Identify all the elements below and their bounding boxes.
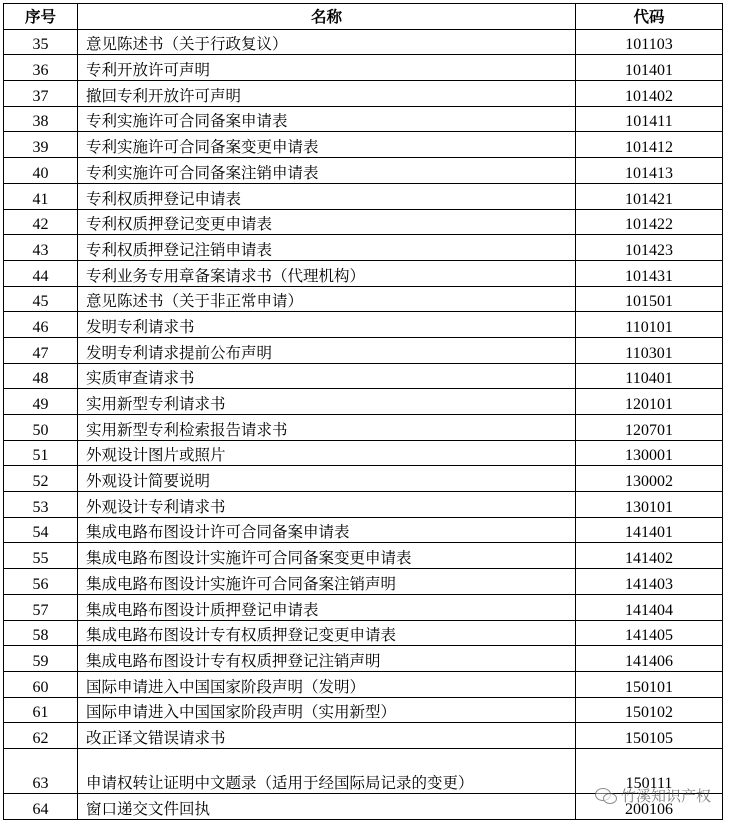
row-code: 150101 [576,671,723,697]
table-row [4,569,723,595]
row-name: 集成电路布图设计专有权质押登记注销声明 [78,646,576,672]
row-seq: 58 [4,620,78,646]
table-row [4,183,723,209]
row-name: 专利权质押登记注销申请表 [78,235,576,261]
header-row [4,4,723,30]
table-row [4,55,723,81]
row-seq: 47 [4,337,78,363]
row-code: 130002 [576,466,723,492]
row-code: 130101 [576,492,723,518]
row-code: 130001 [576,440,723,466]
row-name: 专利权质押登记申请表 [78,183,576,209]
row-seq: 44 [4,260,78,286]
row-code: 141401 [576,517,723,543]
table-row [4,389,723,415]
row-seq: 56 [4,569,78,595]
table-row [4,620,723,646]
row-name: 专利实施许可合同备案申请表 [78,106,576,132]
row-seq: 53 [4,492,78,518]
row-seq: 46 [4,312,78,338]
row-seq: 50 [4,415,78,441]
row-name: 外观设计简要说明 [78,466,576,492]
row-name: 国际申请进入中国国家阶段声明（实用新型） [78,697,576,723]
table-row [4,260,723,286]
row-code: 120701 [576,415,723,441]
table-row [4,209,723,235]
row-name: 改正译文错误请求书 [78,723,576,749]
table-row [4,415,723,441]
row-name: 集成电路布图设计实施许可合同备案注销声明 [78,569,576,595]
row-seq: 61 [4,697,78,723]
table-row [4,492,723,518]
row-seq: 59 [4,646,78,672]
table-row [4,723,723,749]
table-row [4,594,723,620]
row-code: 141404 [576,594,723,620]
row-seq: 37 [4,81,78,107]
table-row [4,466,723,492]
row-name: 国际申请进入中国国家阶段声明（发明） [78,671,576,697]
row-code: 101413 [576,158,723,184]
row-seq: 49 [4,389,78,415]
table-row [4,81,723,107]
row-code: 101421 [576,183,723,209]
table-row [4,646,723,672]
row-code: 110101 [576,312,723,338]
row-seq: 42 [4,209,78,235]
row-code: 101423 [576,235,723,261]
row-code: 150105 [576,723,723,749]
row-seq: 60 [4,671,78,697]
row-name: 意见陈述书（关于非正常申请） [78,286,576,312]
table-row [4,132,723,158]
table-row [4,363,723,389]
row-name: 集成电路布图设计许可合同备案申请表 [78,517,576,543]
row-name: 专利实施许可合同备案注销申请表 [78,158,576,184]
row-seq: 35 [4,29,78,55]
header-seq: 序号 [4,4,78,30]
table-row [4,29,723,55]
row-code: 101401 [576,55,723,81]
row-name: 窗口递交文件回执 [78,793,576,819]
table-row [4,543,723,569]
row-code: 101402 [576,81,723,107]
row-code: 120101 [576,389,723,415]
row-seq: 64 [4,793,78,819]
row-name: 实质审查请求书 [78,363,576,389]
table-row [4,337,723,363]
row-name: 集成电路布图设计实施许可合同备案变更申请表 [78,543,576,569]
row-seq: 62 [4,723,78,749]
table-row [4,671,723,697]
row-code: 101501 [576,286,723,312]
row-name: 发明专利请求书 [78,312,576,338]
row-seq: 48 [4,363,78,389]
table-row [4,158,723,184]
row-code: 150102 [576,697,723,723]
row-name: 申请权转让证明中文题录（适用于经国际局记录的变更） [78,748,576,793]
row-name: 意见陈述书（关于行政复议） [78,29,576,55]
row-seq: 52 [4,466,78,492]
row-code: 200106 [576,793,723,819]
row-seq: 40 [4,158,78,184]
watermark-text: 竹溪知识产权 [620,787,711,805]
row-name: 专利权质押登记变更申请表 [78,209,576,235]
table-row [4,286,723,312]
row-seq: 57 [4,594,78,620]
row-code: 101103 [576,29,723,55]
row-seq: 55 [4,543,78,569]
header-code: 代码 [576,4,723,30]
row-name: 专利开放许可声明 [78,55,576,81]
row-code: 101431 [576,260,723,286]
row-code: 141402 [576,543,723,569]
row-seq: 51 [4,440,78,466]
table-row [4,697,723,723]
row-code: 110301 [576,337,723,363]
row-code: 141406 [576,646,723,672]
row-seq: 63 [4,748,78,793]
row-seq: 54 [4,517,78,543]
row-name: 外观设计图片或照片 [78,440,576,466]
row-seq: 45 [4,286,78,312]
row-seq: 38 [4,106,78,132]
table-row [4,517,723,543]
row-seq: 41 [4,183,78,209]
row-name: 集成电路布图设计质押登记申请表 [78,594,576,620]
row-name: 实用新型专利检索报告请求书 [78,415,576,441]
table-row [4,440,723,466]
row-name: 专利业务专用章备案请求书（代理机构） [78,260,576,286]
header-name: 名称 [78,4,576,30]
watermark [595,785,711,806]
table-row [4,106,723,132]
row-seq: 39 [4,132,78,158]
row-code: 141405 [576,620,723,646]
forms-code-table [3,3,723,820]
table-row [4,312,723,338]
row-code: 141403 [576,569,723,595]
wechat-icon [595,787,617,805]
row-seq: 36 [4,55,78,81]
row-code: 101412 [576,132,723,158]
row-name: 集成电路布图设计专有权质押登记变更申请表 [78,620,576,646]
row-code: 150111 [576,748,723,793]
row-name: 实用新型专利请求书 [78,389,576,415]
row-name: 撤回专利开放许可声明 [78,81,576,107]
row-name: 专利实施许可合同备案变更申请表 [78,132,576,158]
row-code: 101411 [576,106,723,132]
row-name: 外观设计专利请求书 [78,492,576,518]
row-code: 101422 [576,209,723,235]
row-code: 110401 [576,363,723,389]
row-seq: 43 [4,235,78,261]
row-name: 发明专利请求提前公布声明 [78,337,576,363]
table-row [4,235,723,261]
